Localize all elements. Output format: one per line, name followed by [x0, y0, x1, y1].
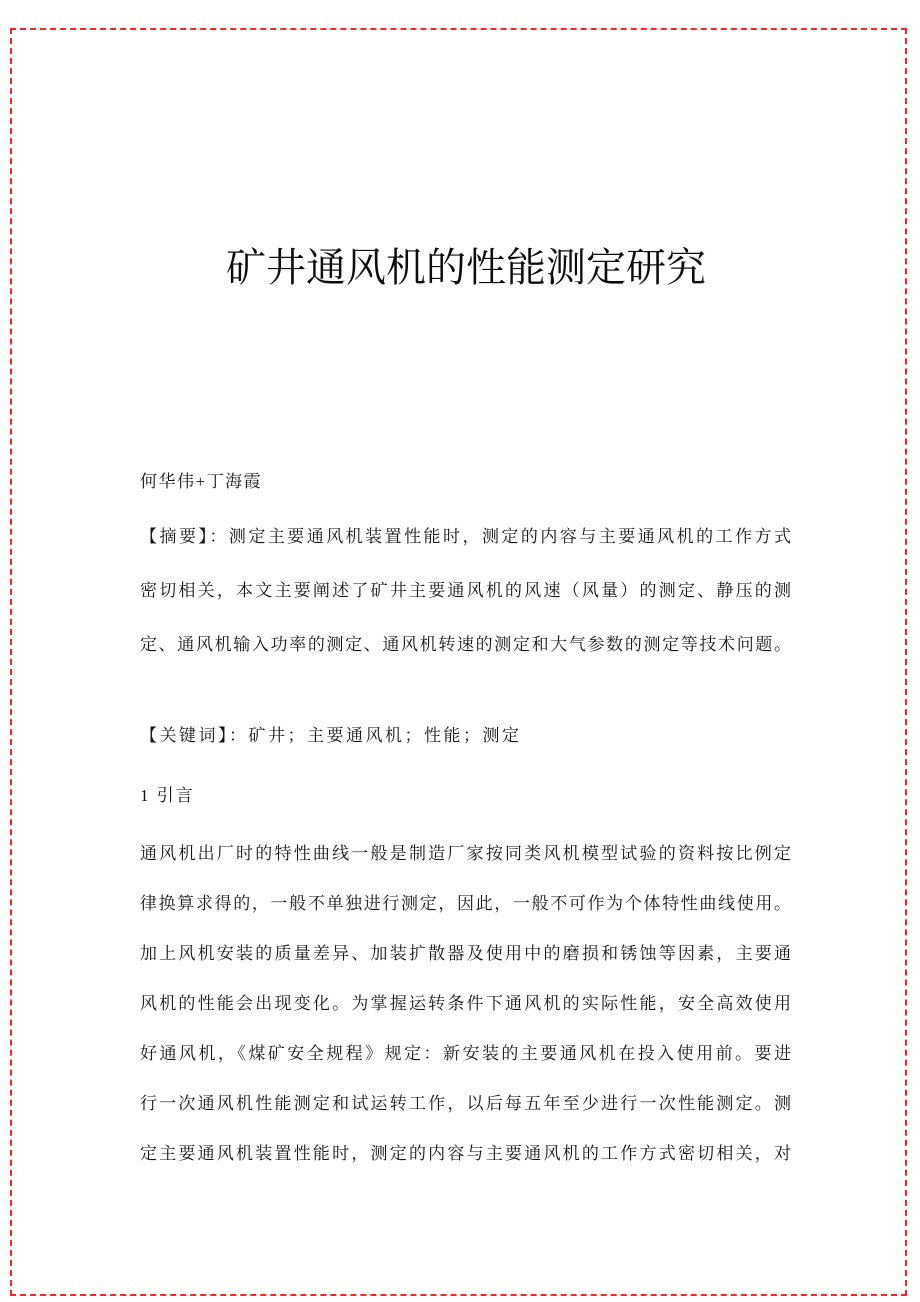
- abstract-line: 密切相关，本文主要阐述了矿井主要通风机的风速（风量）的测定、静压的测: [140, 581, 792, 600]
- body-line: 通风机出厂时的特性曲线一般是制造厂家按同类风机模型试验的资料按比例定: [140, 844, 792, 863]
- abstract-line: 【摘要】：测定主要通风机装置性能时，测定的内容与主要通风机的工作方式: [140, 527, 792, 546]
- body-line: 加上风机安装的质量差异、加装扩散器及使用中的磨损和锈蚀等因素，主要通: [140, 944, 792, 963]
- body-line: 风机的性能会出现变化。为掌握运转条件下通风机的实际性能，安全高效使用: [140, 994, 792, 1013]
- keywords-line: 【关键词】：矿井；主要通风机；性能；测定: [140, 726, 522, 745]
- section-heading: 1 引言: [140, 786, 195, 805]
- abstract-line: 定、通风机输入功率的测定、通风机转速的测定和大气参数的测定等技术问题。: [140, 635, 792, 654]
- body-line: 定主要通风机装置性能时，测定的内容与主要通风机的工作方式密切相关，对: [140, 1144, 792, 1163]
- author-line: 何华伟+丁海霞: [140, 472, 263, 491]
- document-title: 矿井通风机的性能测定研究: [226, 244, 706, 290]
- body-line: 行一次通风机性能测定和试运转工作，以后每五年至少进行一次性能测定。测: [140, 1094, 792, 1113]
- body-line: 好通风机，《煤矿安全规程》规定：新安装的主要通风机在投入使用前。要进: [140, 1044, 792, 1063]
- body-line: 律换算求得的，一般不单独进行测定，因此，一般不可作为个体特性曲线使用。: [140, 894, 792, 913]
